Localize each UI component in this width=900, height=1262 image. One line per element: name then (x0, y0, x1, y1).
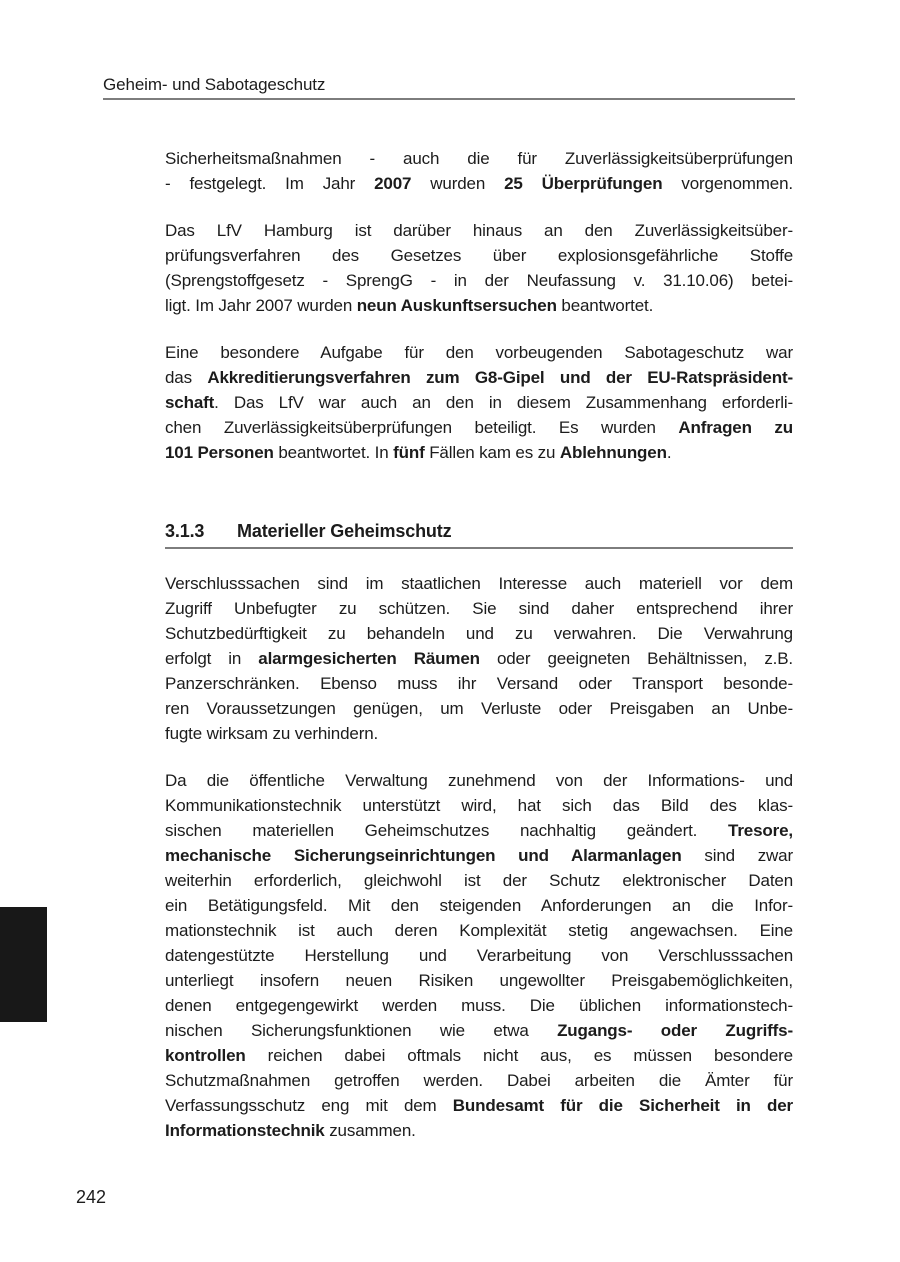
text-segment-bold: Anfragen zu (678, 418, 793, 437)
text-segment: Das LfV Hamburg ist darüber hinaus an den Zuverlässigkeitsüber- (165, 221, 793, 240)
text-segment: mationstechnik ist auch deren Komplexität stetig angewachsen. Eine (165, 921, 793, 940)
text-line (165, 943, 793, 968)
text-line (165, 390, 793, 415)
paragraph (165, 571, 793, 746)
paragraph (165, 146, 793, 196)
text-line (165, 993, 793, 1018)
text-segment: sind zwar (681, 846, 793, 865)
text-segment-bold: alarmgesicherten Räumen (258, 649, 480, 668)
text-segment: Eine besondere Aufgabe für den vorbeugenden Sabotageschutz war (165, 343, 793, 362)
text-line (165, 1093, 793, 1118)
running-header-text: Geheim- und Sabotageschutz (103, 75, 326, 94)
text-segment: Verschlusssachen sind im staatlichen Interesse auch materiell vor dem (165, 574, 793, 593)
text-segment: denen entgegengewirkt werden muss. Die üblichen informationstech- (165, 996, 793, 1015)
text-segment: erfolgt in (165, 649, 259, 668)
text-line (165, 571, 793, 596)
text-segment: ein Betätigungsfeld. Mit den steigenden Anforderungen an die Infor- (165, 896, 793, 915)
text-segment: . (666, 443, 672, 462)
text-segment: Zugriff Unbefugter zu schützen. Sie sind daher entsprechend ihrer (165, 599, 793, 618)
text-segment: reichen dabei oftmals nicht aus, es müssen besondere (245, 1046, 793, 1065)
text-line (165, 1018, 793, 1043)
text-segment: wurden (411, 174, 505, 193)
paragraph-group-after-heading (165, 571, 793, 1143)
text-segment: vorgenommen. (662, 174, 793, 193)
text-line (165, 818, 793, 843)
text-segment: weiterhin erforderlich, gleichwohl ist der Schutz elektronischer Daten (165, 871, 793, 890)
text-segment: Da die öffentliche Verwaltung zunehmend von der Informations- und (165, 771, 793, 790)
text-line (165, 268, 793, 293)
text-segment: - festgelegt. Im Jahr (165, 174, 375, 193)
text-line (165, 415, 793, 440)
text-segment-bold: Akkreditierungsverfahren zum G8-Gipel und der EU-Ratspräsident- (207, 368, 793, 387)
text-line (165, 596, 793, 621)
text-segment: Panzerschränken. Ebenso muss ihr Versand oder Transport besonde- (165, 674, 793, 693)
text-line (165, 146, 793, 171)
text-segment: unterliegt insofern neuen Risiken ungewollter Preisgabemöglichkeiten, (165, 971, 793, 990)
text-line (165, 218, 793, 243)
text-segment-bold: schaft (165, 393, 215, 412)
text-line (165, 696, 793, 721)
text-segment-bold: Bundesamt für die Sicherheit in der (452, 1096, 793, 1115)
text-line (165, 621, 793, 646)
text-segment: Kommunikationstechnik unterstützt wird, hat sich das Bild des klas- (165, 796, 793, 815)
text-segment-bold: Tresore, (728, 821, 793, 840)
paragraph (165, 218, 793, 318)
text-segment: Schutzbedürftigkeit zu behandeln und zu verwahren. Die Verwahrung (165, 624, 793, 643)
paragraph-group-before-heading (165, 146, 793, 465)
text-segment: Fällen kam es zu (424, 443, 560, 462)
text-line (165, 968, 793, 993)
text-segment: das (165, 368, 208, 387)
section-heading-title: Materieller Geheimschutz (237, 521, 452, 541)
text-segment: . Das LfV war auch an den in diesem Zusammenhang erforderli- (214, 393, 793, 412)
text-line (165, 1068, 793, 1093)
text-segment: ren Voraussetzungen genügen, um Verluste oder Preisgaben an Unbe- (165, 699, 793, 718)
text-segment: datengestützte Herstellung und Verarbeitung von Verschlusssachen (165, 946, 793, 965)
text-line (165, 721, 793, 746)
text-line (165, 893, 793, 918)
text-line (165, 1043, 793, 1068)
text-segment: Verfassungsschutz eng mit dem (165, 1096, 453, 1115)
text-segment-bold: mechanische Sicherungseinrichtungen und Alarmanlagen (165, 846, 682, 865)
text-segment-bold: fünf (393, 443, 425, 462)
text-segment: nischen Sicherungsfunktionen wie etwa (165, 1021, 558, 1040)
text-line (165, 918, 793, 943)
text-segment-bold: 25 Überprüfungen (504, 174, 663, 193)
text-line (165, 440, 793, 465)
text-line (165, 671, 793, 696)
text-segment: ligt. Im Jahr 2007 wurden (165, 296, 357, 315)
text-segment: prüfungsverfahren des Gesetzes über explosionsgefährliche Stoffe (165, 246, 793, 265)
section-heading-number: 3.1.3 (165, 521, 205, 541)
text-line (165, 646, 793, 671)
text-segment: chen Zuverlässigkeitsüberprüfungen beteiligt. Es wurden (165, 418, 679, 437)
text-segment: (Sprengstoffgesetz - SprengG - in der Neufassung v. 31.10.06) betei- (165, 271, 793, 290)
text-segment-bold: Zugangs- oder Zugriffs- (557, 1021, 793, 1040)
page-number: 242 (76, 1187, 107, 1207)
text-segment: sischen materiellen Geheimschutzes nachhaltig geändert. (165, 821, 729, 840)
text-line (165, 793, 793, 818)
text-line (165, 243, 793, 268)
text-line (165, 340, 793, 365)
paragraph (165, 768, 793, 1143)
text-segment-bold: Ablehnungen (559, 443, 667, 462)
text-segment: beantwortet. (556, 296, 654, 315)
text-segment: beantwortet. In (273, 443, 394, 462)
text-segment-bold: 2007 (374, 174, 412, 193)
paragraph (165, 340, 793, 465)
text-line (165, 843, 793, 868)
text-segment-bold: kontrollen (165, 1046, 246, 1065)
text-segment: Sicherheitsmaßnahmen - auch die für Zuverlässigkeitsüberprüfungen (165, 149, 793, 168)
text-segment-bold: 101 Personen (165, 443, 274, 462)
text-line (165, 171, 793, 196)
thumb-index-tab (0, 907, 47, 1022)
page-body (165, 146, 793, 1143)
text-line (165, 768, 793, 793)
text-line (165, 365, 793, 390)
text-segment: zusammen. (324, 1121, 416, 1140)
text-segment: Schutzmaßnahmen getroffen werden. Dabei arbeiten die Ämter für (165, 1071, 793, 1090)
text-line (165, 868, 793, 893)
running-header (103, 75, 795, 100)
text-segment: oder geeigneten Behältnissen, z.B. (479, 649, 794, 668)
text-segment-bold: neun Auskunftsersuchen (356, 296, 557, 315)
text-line (165, 293, 793, 318)
text-segment: fugte wirksam zu verhindern. (165, 724, 379, 743)
section-heading (165, 519, 793, 549)
text-segment-bold: Informationstechnik (165, 1121, 325, 1140)
text-line (165, 1118, 793, 1143)
